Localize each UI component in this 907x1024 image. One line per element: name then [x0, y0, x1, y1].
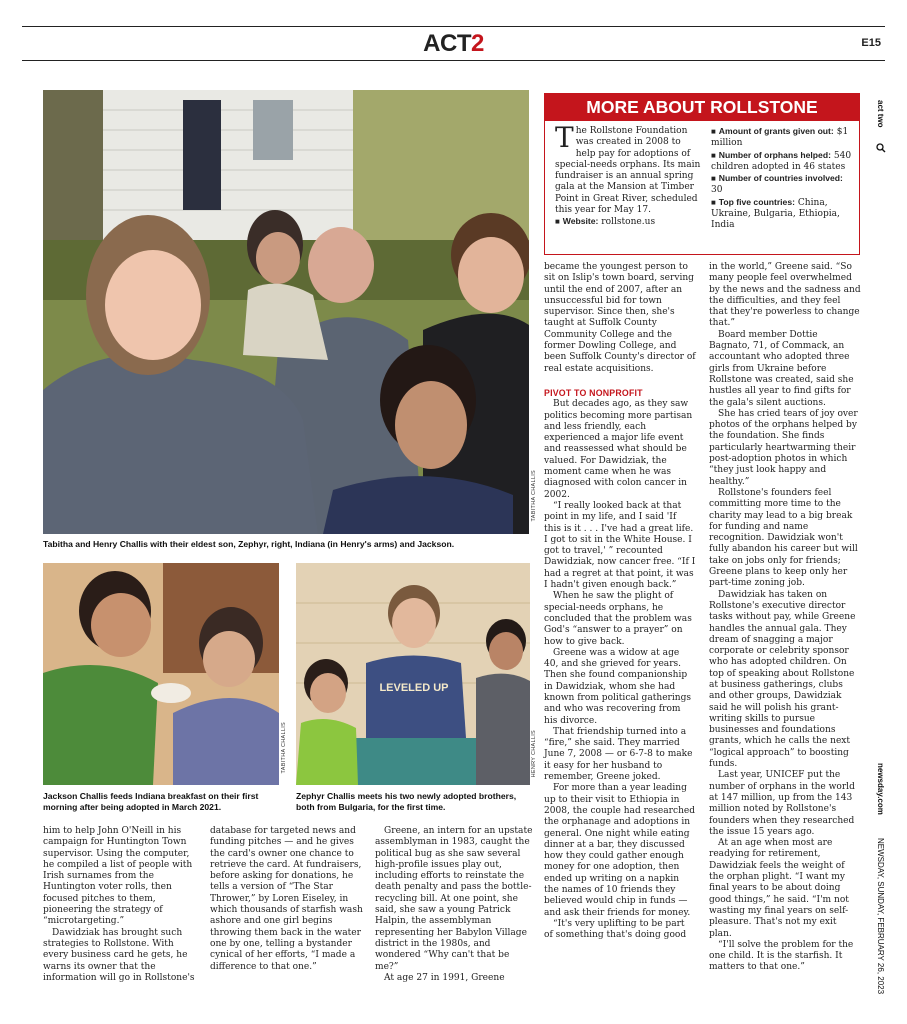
main-photo-credit: TABITHA CHALLIS — [531, 470, 537, 522]
article-column-1: him to help John O'Neill in his campaign for Huntington Town supervisor. Using the computer, he compiled a list of people with Irish surnames from the Huntington voter rolls, then focused pitches to them, pioneering the strategy of “microtargeting.” Dawidziak has brought such strategies to Rollstone. With every business card he gets, he warns its owner that the information will go in Rollstone's — [43, 826, 195, 983]
infobox-dropcap: T — [555, 121, 574, 154]
section-title: ACT2 — [423, 30, 484, 57]
infobox-facts — [711, 126, 857, 232]
rollstone-infobox — [544, 93, 860, 255]
breakfast-photo-caption: Jackson Challis feeds Indiana breakfast on their first morning after being adopted in March 2021. — [43, 791, 259, 812]
header-bottom-rule — [22, 60, 885, 61]
fact-item: ■ Top five countries: China, Ukraine, Bulgaria, Ethiopia, India — [711, 196, 840, 231]
search-icon — [876, 143, 886, 153]
header-top-rule — [22, 26, 885, 27]
side-site: newsday.com — [876, 763, 885, 815]
svg-text:LEVELED UP: LEVELED UP — [379, 682, 449, 694]
infobox-website: rollstone.us — [601, 217, 656, 228]
fact-item: ■ Number of orphans helped: 540 children adopted in 46 states — [711, 149, 852, 172]
breakfast-photo — [43, 563, 279, 785]
fact-item: ■ Number of countries involved: 30 — [711, 173, 843, 196]
page-number: E15 — [861, 37, 881, 49]
article-column-3: Greene, an intern for an upstate assemblyman in 1983, caught the political bug as she saw several high-profile issues play out, including efforts to reinstate the death penalty and pass the bottle-recycling bill. At one point, she said, she saw a young Patrick Halpin, the assemblyman representing her Babylon Village district in the 1980s, and wondered “Why can't that be me?” At age 27 in 1991, Greene — [375, 826, 533, 983]
main-family-photo — [43, 90, 529, 534]
article-column-2: database for targeted news and funding pitches — and he gives the card's owner one chance to retrieve the card. At fundraisers, before asking for donations, he tells a version of “The Star Thrower,” by Loren Eiseley, in which thousands of starfish wash ashore and one girl begins throwing them back in the water one by one, telling a bystander cynical of her efforts, “I made a difference to that one.” — [210, 826, 363, 972]
infobox-title: MORE ABOUT ROLLSTONE — [545, 94, 859, 121]
side-dateline: NEWSDAY, SUNDAY, FEBRUARY 26, 2023 — [876, 838, 885, 995]
main-photo-caption: Tabitha and Henry Challis with their eldest son, Zephyr, right, Indiana (in Henry's arms) and Jackson. — [43, 539, 455, 549]
subhead-pivot: PIVOT TO NONPROFIT — [544, 387, 643, 398]
brothers-photo — [296, 563, 530, 785]
fact-item: ■ Amount of grants given out: $1 million — [711, 126, 849, 149]
brothers-photo-credit: HENRY CHALLIS — [531, 730, 537, 778]
breakfast-photo-credit: TABITHA CHALLIS — [281, 722, 287, 774]
article-column-5: in the world,” Greene said. “So many people feel overwhelmed by the news and the sadness and the difficulties, and they feel that they're powerless to change that.” Board member Dottie Bagnato, 71, of Commack, an accountant who adopted three girls from Ukraine before Rollstone was created, said she hustles all year to find gifts for the gala's silent auctions. She has cried tears of joy over photos of the orphans helped by the foundation. She finds particularly heartwarming their post-adoption photos in which “they just look happy and healthy.” Rollstone's founders feel committing more time to the charity may lead to a big break for funding and name recognition. Dawidziak won't fully abandon his career but will take on jobs only for friends; Greene plans to keep only her part-time zoning job. Dawidziak has taken on Rollstone's executive director tasks without pay, while Greene handles the annual gala. They dream of snagging a major corporate or celebrity sponsor who has adopted children. On top of speaking about Rollstone at business gatherings, clubs and other groups, Dawidziak said he will polish his grant-writing skills to pursue businesses and foundations grants, which he calls the next “logical approach” to boosting funds. Last year, UNICEF put the number of orphans in the world at 147 million, up from the 143 million noted by Rollstone's founders when they researched the issue 15 years ago. At an age when most are readying for retirement, Dawidziak feels the weight of the orphan plight. “I want my final years to be about doing good things,” he said. “I'm not wasting my final years on self-pleasure. That's not my exit plan. “I'll solve the problem for the one child. It is the starfish. It matters to that one.” — [709, 262, 861, 973]
infobox-description: The Rollstone Foundation was created in 2008 to help pay for adoptions of special-needs orphans. Its main fundraiser is an annual spring gala at the Mansion at Timber Point in Great River, scheduled this year for May 17. ■ Website: rollstone.us — [555, 121, 701, 228]
brothers-photo-caption: Zephyr Challis meets his two newly adopted brothers, both from Bulgaria, for the first time. — [296, 791, 517, 812]
article-column-4: became the youngest person to sit on Islip's town board, serving until the end of 2007, after an unsuccessful bid for town supervisor. Since then, she's taught at Suffolk County Community College and the former Dowling College, and been Suffolk County's director of real estate acquisitions. PIVOT TO NONPROFIT But decades ago, as they saw politics becoming more partisan and less friendly, each experienced a major life event and reassessed what should be valued. For Dawidziak, the moment came when he was diagnosed with colon cancer in 2002. “I really looked back at that point in my life, and I said 'If this is it . . . I've had a great life. I got to sit in the White House. I got to travel,' ” recounted Dawidziak, now cancer free. “If I had a regret at that point, it was I hadn't given enough back.” When he saw the plight of special-needs orphans, he concluded that the problem was God's “answer to a prayer” on how to give back. Greene was a widow at age 40, and she grieved for years. Then she found companionship in Dawidziak, whom she had known from political gatherings and who was recovering from his divorce. That friendship turned into a “fire,” she said. They married June 7, 2008 — or 6-7-8 to make it easy for her husband to remember, Greene joked. For more than a year leading up to their visit to Ethiopia in 2008, the couple had researched the orphanage and adoptions in general. One night while eating dinner at a bar, they discussed how they could gather enough money for one adoption, then ended up writing on a napkin the names of 10 friends they believed would chip in funds — and ask their friends for money. “It's very uplifting to be part of something that's doing good — [544, 262, 696, 941]
side-section-label: act two — [876, 100, 885, 128]
